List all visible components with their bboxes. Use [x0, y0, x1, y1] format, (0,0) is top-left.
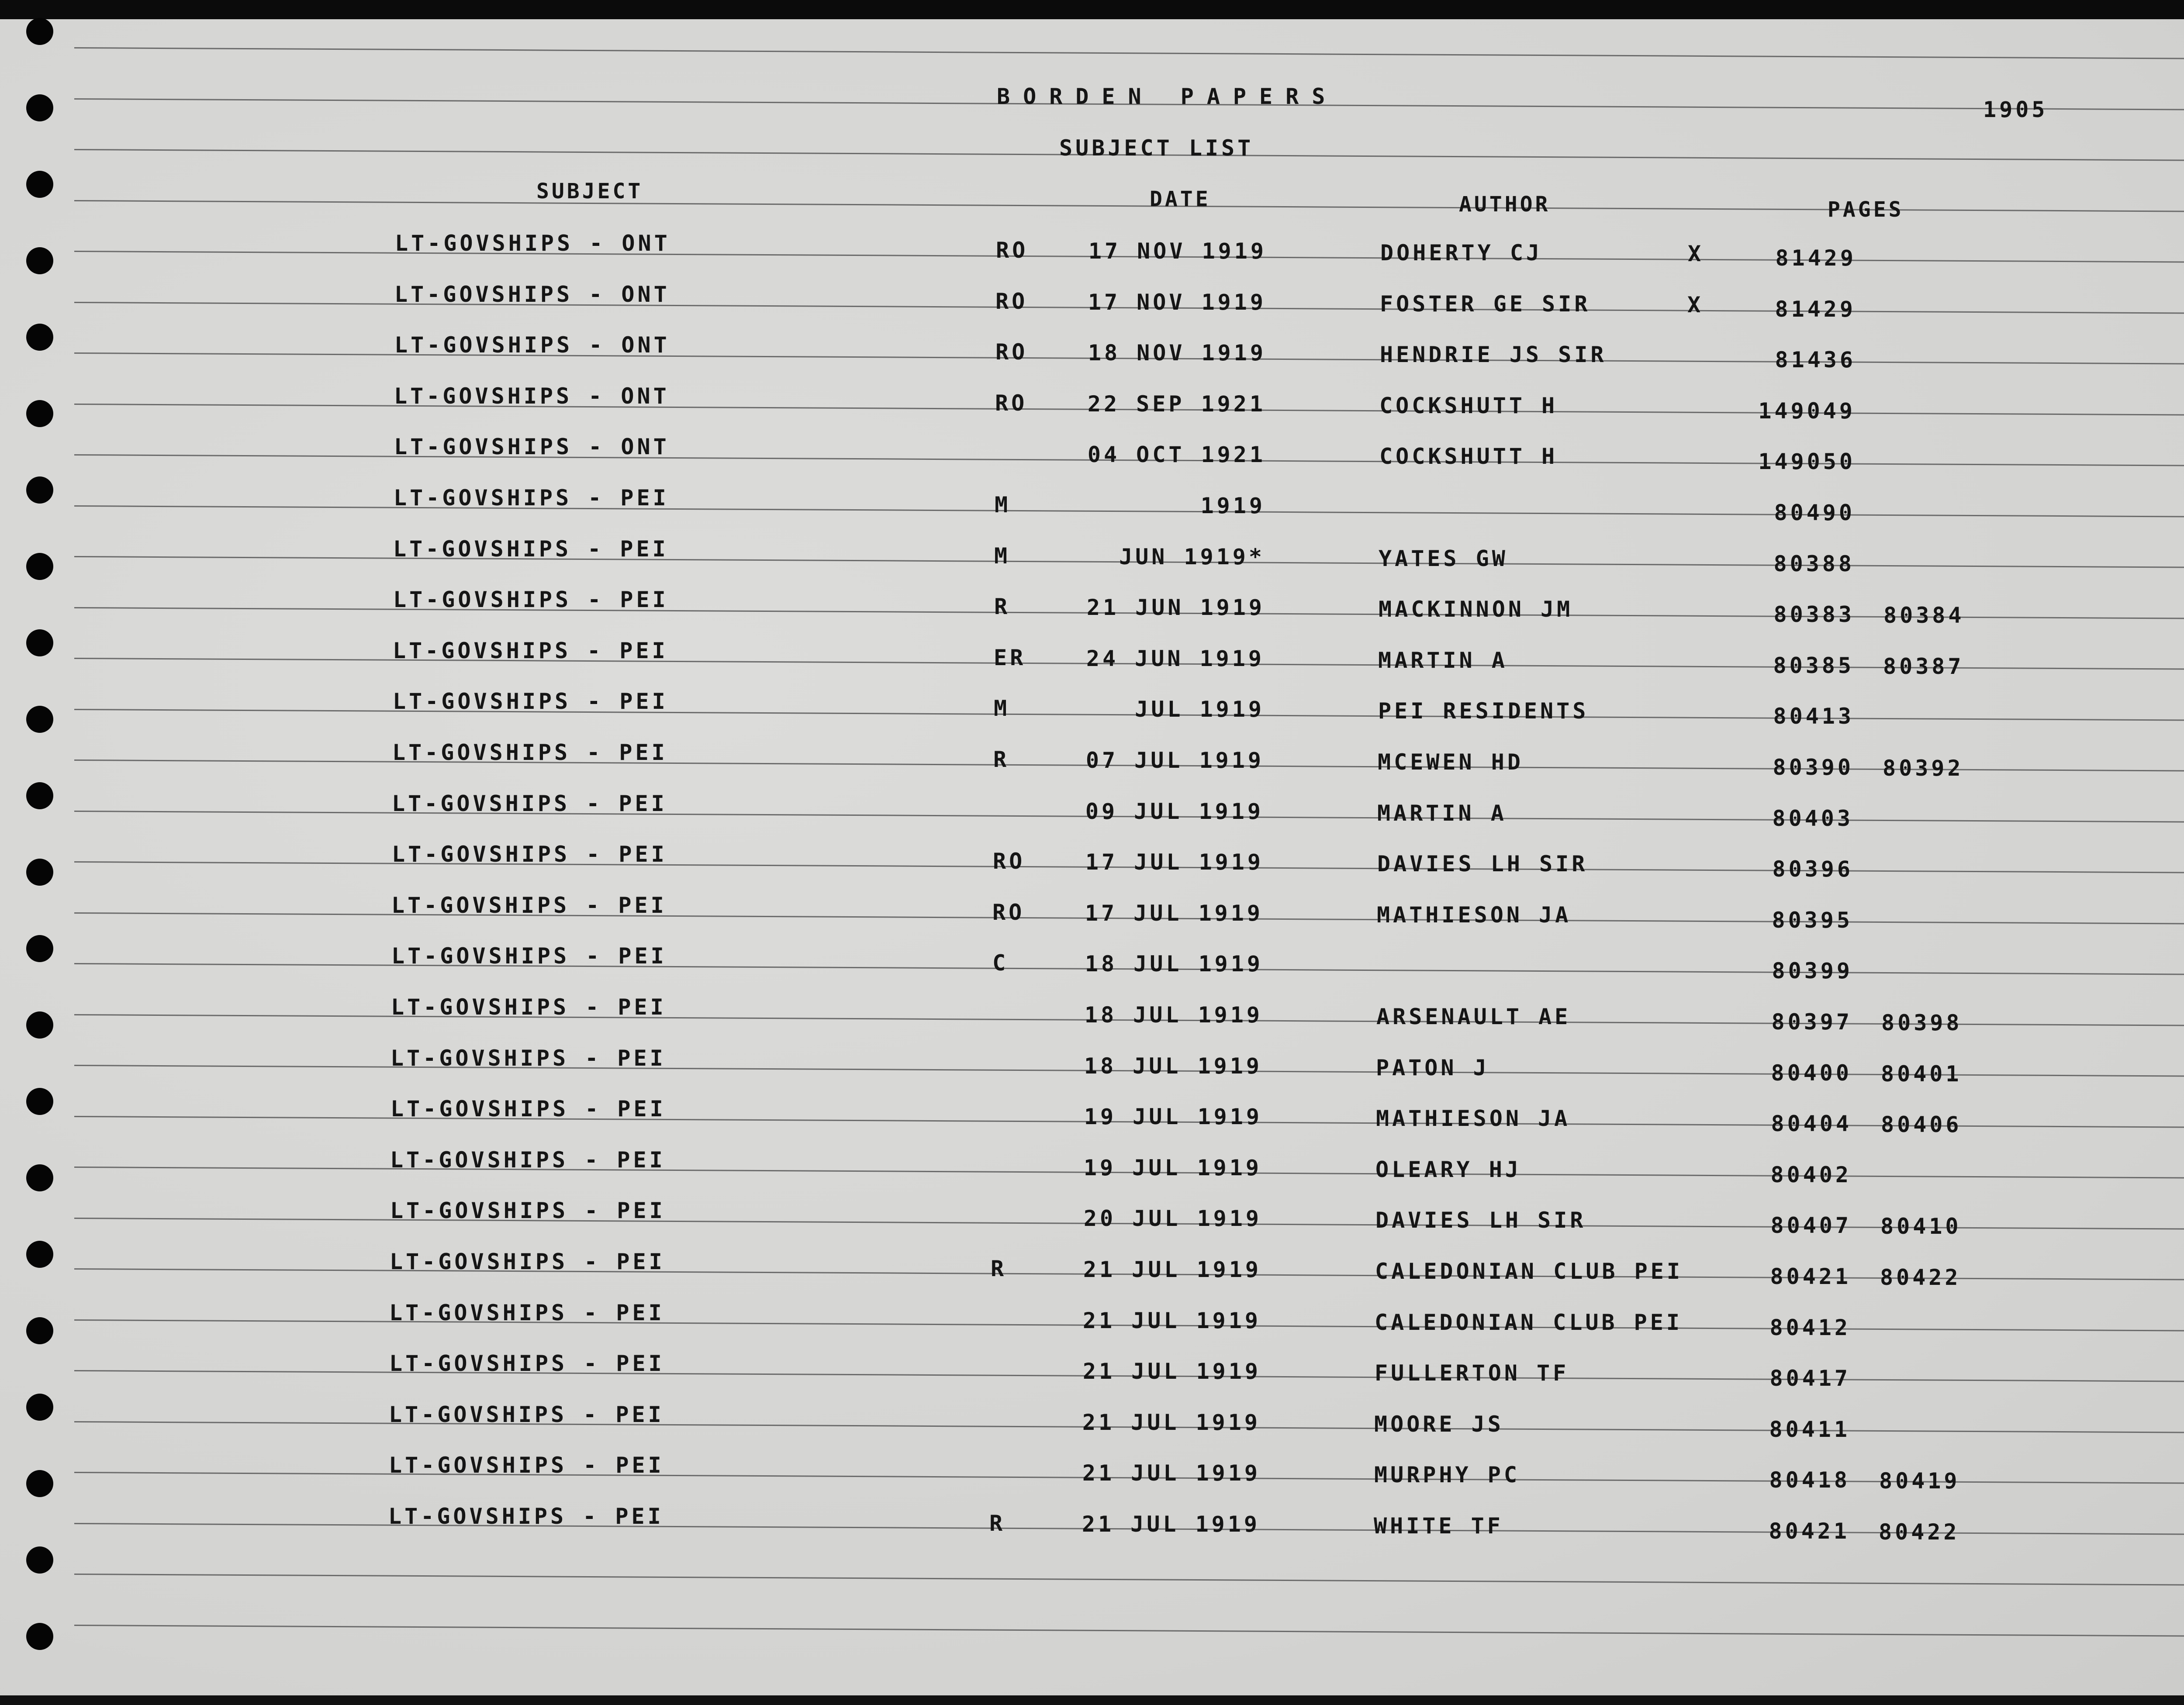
author-cell: ARSENAULT AE	[1376, 1004, 1571, 1029]
page-end-cell: 80387	[1883, 653, 1964, 679]
date-cell: 24 JUN 1919	[1086, 645, 1265, 671]
subject-cell: LT-GOVSHIPS - PEI	[389, 1453, 664, 1478]
ruled-line	[74, 1625, 2184, 1637]
document-title: BORDEN PAPERS	[997, 84, 1338, 109]
subject-cell: LT-GOVSHIPS - ONT	[394, 281, 670, 307]
code-cell: RO	[993, 849, 1026, 874]
feed-hole	[26, 782, 53, 809]
date-cell: 17 NOV 1919	[1088, 289, 1266, 315]
date-cell: 18 JUL 1919	[1084, 1002, 1263, 1028]
page-start-cell: 81436	[1775, 347, 1856, 373]
date-cell: 18 JUL 1919	[1085, 951, 1263, 977]
subject-cell: LT-GOVSHIPS - PEI	[393, 587, 669, 613]
date-cell: 19 JUL 1919	[1083, 1155, 1262, 1180]
column-header-pages: PAGES	[1828, 197, 1904, 222]
page-end-cell: 80406	[1881, 1112, 1962, 1138]
date-cell: 21 JUL 1919	[1082, 1460, 1261, 1486]
page-start-cell: 80397	[1771, 1009, 1852, 1035]
feed-hole	[26, 1623, 53, 1650]
subject-cell: LT-GOVSHIPS - PEI	[388, 1504, 664, 1529]
page-start-cell: 80411	[1769, 1416, 1850, 1442]
page-end-cell: 80422	[1879, 1519, 1960, 1545]
author-cell: COCKSHUTT H	[1379, 444, 1558, 469]
date-cell: 21 JUN 1919	[1086, 595, 1265, 621]
subject-cell: LT-GOVSHIPS - PEI	[392, 740, 668, 765]
code-cell: RO	[996, 238, 1029, 263]
subject-cell: LT-GOVSHIPS - PEI	[392, 790, 667, 816]
page-end-cell: 80422	[1880, 1265, 1961, 1290]
page-start-cell: 80407	[1770, 1213, 1852, 1239]
author-cell: CALEDONIAN CLUB PEI	[1375, 1259, 1683, 1284]
subject-cell: LT-GOVSHIPS - ONT	[394, 434, 670, 460]
author-cell: PEI RESIDENTS	[1378, 698, 1589, 724]
feed-hole	[26, 324, 53, 351]
page-start-cell: 80388	[1773, 551, 1855, 576]
code-cell: R	[993, 747, 1010, 772]
page-start-cell: 149050	[1758, 449, 1856, 475]
code-cell: RO	[992, 899, 1025, 925]
author-cell: DOHERTY CJ	[1380, 240, 1543, 266]
subject-cell: LT-GOVSHIPS - PEI	[389, 1300, 665, 1325]
subject-cell: LT-GOVSHIPS - PEI	[389, 1351, 665, 1377]
date-cell: 17 NOV 1919	[1088, 238, 1267, 264]
author-cell: YATES GW	[1379, 545, 1508, 571]
date-cell: 21 JUL 1919	[1082, 1308, 1261, 1333]
feed-hole	[26, 629, 53, 656]
feed-hole	[26, 1394, 53, 1421]
code-cell: R	[989, 1511, 1006, 1536]
page-start-cell: 80421	[1770, 1264, 1851, 1289]
author-cell: MACKINNON JM	[1379, 597, 1573, 622]
column-header-author: AUTHOR	[1459, 192, 1551, 217]
ruled-line	[74, 1574, 2184, 1586]
page-end-cell: 80398	[1881, 1010, 1963, 1035]
date-cell: 18 JUL 1919	[1084, 1053, 1262, 1079]
date-cell: 21 JUL 1919	[1082, 1359, 1261, 1384]
feed-hole	[26, 1317, 53, 1344]
column-header-subject: SUBJECT	[536, 179, 643, 204]
subject-cell: LT-GOVSHIPS - PEI	[390, 1096, 666, 1122]
subject-cell: LT-GOVSHIPS - ONT	[394, 383, 670, 409]
page-start-cell: 80400	[1771, 1060, 1852, 1086]
author-cell: MARTIN A	[1378, 647, 1508, 673]
ruled-line	[74, 47, 2184, 59]
feed-hole	[26, 476, 53, 504]
author-cell: MATHIESON JA	[1377, 902, 1572, 928]
date-cell: 20 JUL 1919	[1083, 1206, 1262, 1232]
author-cell: CALEDONIAN CLUB PEI	[1375, 1309, 1683, 1335]
code-cell: R	[991, 1256, 1007, 1281]
subject-cell: LT-GOVSHIPS - PEI	[391, 943, 667, 969]
author-cell: HENDRIE JS SIR	[1380, 342, 1607, 368]
feed-hole	[26, 1011, 53, 1039]
date-cell: 22 SEP 1921	[1087, 391, 1266, 417]
code-cell: M	[995, 492, 1011, 518]
subject-cell: LT-GOVSHIPS - PEI	[391, 994, 667, 1020]
flag-cell: X	[1687, 292, 1704, 318]
code-cell: RO	[995, 288, 1028, 314]
code-cell: M	[994, 543, 1011, 569]
code-cell: RO	[995, 390, 1028, 416]
page-start-cell: 81429	[1775, 296, 1856, 322]
scan-bottom-edge	[0, 1695, 2184, 1705]
subject-cell: LT-GOVSHIPS - ONT	[395, 231, 670, 256]
feed-hole	[26, 706, 53, 733]
subject-cell: LT-GOVSHIPS - PEI	[393, 536, 669, 562]
code-cell: C	[992, 950, 1009, 976]
page-start-cell: 80402	[1770, 1162, 1852, 1187]
feed-hole	[26, 18, 53, 45]
author-cell: FULLERTON TF	[1375, 1360, 1569, 1386]
feed-hole	[26, 94, 53, 121]
date-cell: JUN 1919*	[1119, 544, 1265, 569]
date-cell: 1919	[1200, 493, 1265, 518]
feed-hole	[26, 935, 53, 962]
page-start-cell: 80413	[1773, 704, 1854, 729]
page-end-cell: 80392	[1883, 756, 1964, 781]
author-cell: MCEWEN HD	[1378, 749, 1524, 775]
page-start-cell: 80421	[1769, 1519, 1850, 1544]
page-start-cell: 80399	[1772, 958, 1853, 984]
page-end-cell: 80401	[1881, 1061, 1962, 1087]
page-start-cell: 81429	[1775, 245, 1856, 271]
author-cell: MARTIN A	[1377, 800, 1507, 826]
page-start-cell: 80403	[1772, 805, 1853, 831]
scan-top-edge	[0, 0, 2184, 19]
author-cell: OLEARY HJ	[1375, 1156, 1521, 1182]
subject-cell: LT-GOVSHIPS - PEI	[390, 1045, 666, 1071]
feed-hole	[26, 1470, 53, 1497]
author-cell: WHITE TF	[1374, 1513, 1503, 1539]
page-end-cell: 80419	[1879, 1468, 1960, 1494]
subject-cell: LT-GOVSHIPS - ONT	[394, 332, 670, 358]
feed-hole	[26, 1164, 53, 1191]
document-subtitle: SUBJECT LIST	[1059, 135, 1254, 161]
subject-cell: LT-GOVSHIPS - PEI	[393, 689, 668, 714]
feed-hole	[26, 859, 53, 886]
author-cell: FOSTER GE SIR	[1380, 291, 1591, 317]
column-header-date: DATE	[1150, 187, 1211, 211]
page-number: 1905	[1983, 97, 2048, 122]
code-cell: ER	[994, 645, 1026, 670]
subject-cell: LT-GOVSHIPS - PEI	[389, 1401, 664, 1427]
page-start-cell: 80395	[1772, 907, 1853, 933]
code-cell: R	[994, 594, 1011, 620]
page-end-cell: 80384	[1883, 603, 1965, 628]
author-cell: MATHIESON JA	[1376, 1106, 1571, 1132]
flag-cell: X	[1688, 241, 1704, 266]
page-start-cell: 80490	[1774, 500, 1855, 525]
subject-cell: LT-GOVSHIPS - PEI	[390, 1249, 665, 1274]
page-start-cell: 80417	[1769, 1366, 1851, 1391]
feed-hole	[26, 247, 53, 274]
date-cell: 09 JUL 1919	[1085, 798, 1264, 824]
feed-hole	[26, 171, 53, 198]
feed-hole	[26, 553, 53, 580]
author-cell: MURPHY PC	[1374, 1462, 1520, 1488]
author-cell: MOORE JS	[1374, 1411, 1504, 1437]
date-cell: 19 JUL 1919	[1084, 1104, 1262, 1130]
subject-cell: LT-GOVSHIPS - PEI	[392, 842, 667, 867]
author-cell: DAVIES LH SIR	[1377, 851, 1588, 877]
feed-hole	[26, 1546, 53, 1574]
page-start-cell: 80385	[1773, 652, 1854, 678]
date-cell: 04 OCT 1921	[1087, 442, 1266, 468]
date-cell: 18 NOV 1919	[1088, 340, 1266, 366]
subject-cell: LT-GOVSHIPS - PEI	[391, 892, 667, 918]
ruled-line	[74, 505, 2184, 518]
feed-hole	[26, 1241, 53, 1268]
date-cell: 21 JUL 1919	[1083, 1257, 1261, 1282]
page-start-cell: 80383	[1773, 602, 1855, 628]
code-cell: RO	[995, 339, 1028, 365]
date-cell: 17 JUL 1919	[1085, 900, 1263, 926]
date-cell: 21 JUL 1919	[1082, 1409, 1261, 1435]
date-cell: 21 JUL 1919	[1082, 1512, 1260, 1537]
page-start-cell: 80418	[1769, 1467, 1850, 1493]
page-start-cell: 80404	[1771, 1111, 1852, 1137]
subject-cell: LT-GOVSHIPS - PEI	[394, 485, 669, 511]
page-start-cell: 80396	[1772, 856, 1853, 882]
ruled-line	[74, 709, 2184, 721]
page-start-cell: 80412	[1769, 1315, 1851, 1340]
subject-cell: LT-GOVSHIPS - PEI	[390, 1147, 666, 1173]
subject-cell: LT-GOVSHIPS - PEI	[393, 638, 668, 663]
date-cell: 17 JUL 1919	[1085, 849, 1264, 875]
page-start-cell: 80390	[1773, 755, 1854, 780]
page-start-cell: 149049	[1758, 398, 1856, 424]
page-end-cell: 80410	[1880, 1214, 1962, 1239]
code-cell: M	[994, 696, 1010, 721]
feed-hole	[26, 1088, 53, 1115]
author-cell: DAVIES LH SIR	[1375, 1208, 1586, 1233]
feed-hole	[26, 400, 53, 427]
subject-cell: LT-GOVSHIPS - PEI	[390, 1198, 666, 1224]
author-cell: COCKSHUTT H	[1379, 393, 1558, 418]
date-cell: 07 JUL 1919	[1085, 748, 1264, 773]
date-cell: JUL 1919	[1135, 697, 1265, 722]
author-cell: PATON J	[1376, 1055, 1489, 1080]
